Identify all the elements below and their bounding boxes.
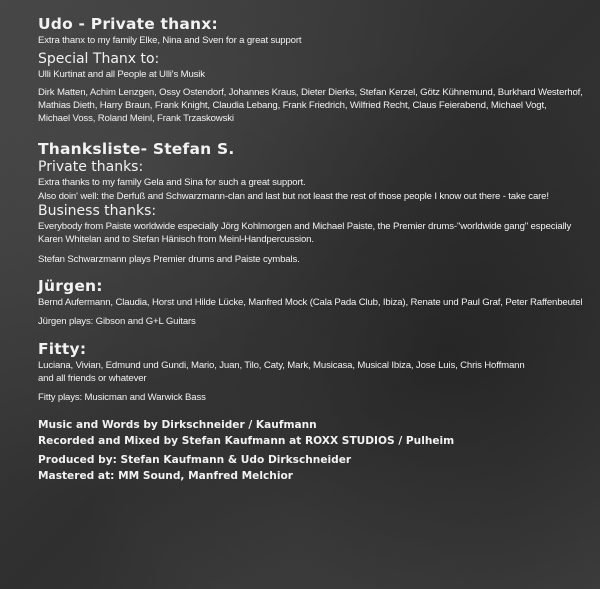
stefan-business-heading: Business thanks: [38, 203, 157, 220]
udo-special-line: Dirk Matten, Achim Lenzgen, Ossy Ostendorf, Johannes Kraus, Dieter Dierks, Stefan Kerzel, Götz Kühnemund, Burkhard Westerhof, [38, 86, 583, 98]
fitty-plays: Fitty plays: Musicman and Warwick Bass [38, 392, 206, 404]
stefan-business-line: Karen Whitelan and to Stefan Hänisch from Meinl-Handpercussion. [38, 234, 314, 246]
udo-special-line: Ulli Kurtinat and all People at Ulli's Musik [38, 69, 205, 81]
fitty-line: Luciana, Vivian, Edmund und Gundi, Mario, Juan, Tilo, Caty, Mark, Musicasa, Musical Ibiza, Jose Luis, Chris Hoffmann [38, 359, 525, 371]
jurgen-line: Bernd Aufermann, Claudia, Horst und Hilde Lücke, Manfred Mock (Cala Pada Club, Ibiza), Renate und Paul Graf, Peter Raffenbeutel [38, 296, 583, 308]
udo-special-line: Michael Voss, Roland Meinl, Frank Trzaskowski [38, 113, 234, 125]
stefan-heading: Thanksliste- Stefan S. [38, 140, 235, 159]
udo-special-heading: Special Thanx to: [38, 51, 160, 68]
fitty-line: and all friends or whatever [38, 372, 147, 384]
jurgen-plays: Jürgen plays: Gibson and G+L Guitars [38, 316, 196, 328]
udo-special-line: Mathias Dieth, Harry Braun, Frank Knight, Claudia Lebang, Frank Friedrich, Wilfried Recht, Claus Feierabend, Michael Vogt, [38, 99, 547, 111]
stefan-private-line: Extra thanks to my family Gela and Sina for such a great support. [38, 177, 306, 189]
stefan-plays: Stefan Schwarzmann plays Premier drums and Paiste cymbals. [38, 253, 300, 265]
credit-produced: Produced by: Stefan Kaufmann & Udo Dirkschneider [38, 454, 352, 467]
credit-recorded: Recorded and Mixed by Stefan Kaufmann at ROXX STUDIOS / Pulheim [38, 434, 455, 447]
stefan-private-line: Also doin' well: the Derfuß and Schwarzmann-clan and last but not least the rest of those people I know out there - take care! [38, 190, 549, 202]
udo-intro: Extra thanx to my family Elke, Nina and Sven for a great support [38, 35, 302, 46]
udo-heading: Udo - Private thanx: [38, 15, 218, 33]
credit-music: Music and Words by Dirkschneider / Kaufmann [38, 419, 317, 432]
fitty-heading: Fitty: [38, 339, 87, 358]
jurgen-heading: Jürgen: [38, 276, 103, 295]
stefan-business-line: Everybody from Paiste worldwide especially Jörg Kohlmorgen and Michael Paiste, the Premier drums-"worldwide gang" especially [38, 221, 572, 233]
liner-notes-page [38, 14, 592, 484]
credit-mastered: Mastered at: MM Sound, Manfred Melchior [38, 469, 293, 482]
stefan-private-heading: Private thanks: [38, 159, 144, 176]
